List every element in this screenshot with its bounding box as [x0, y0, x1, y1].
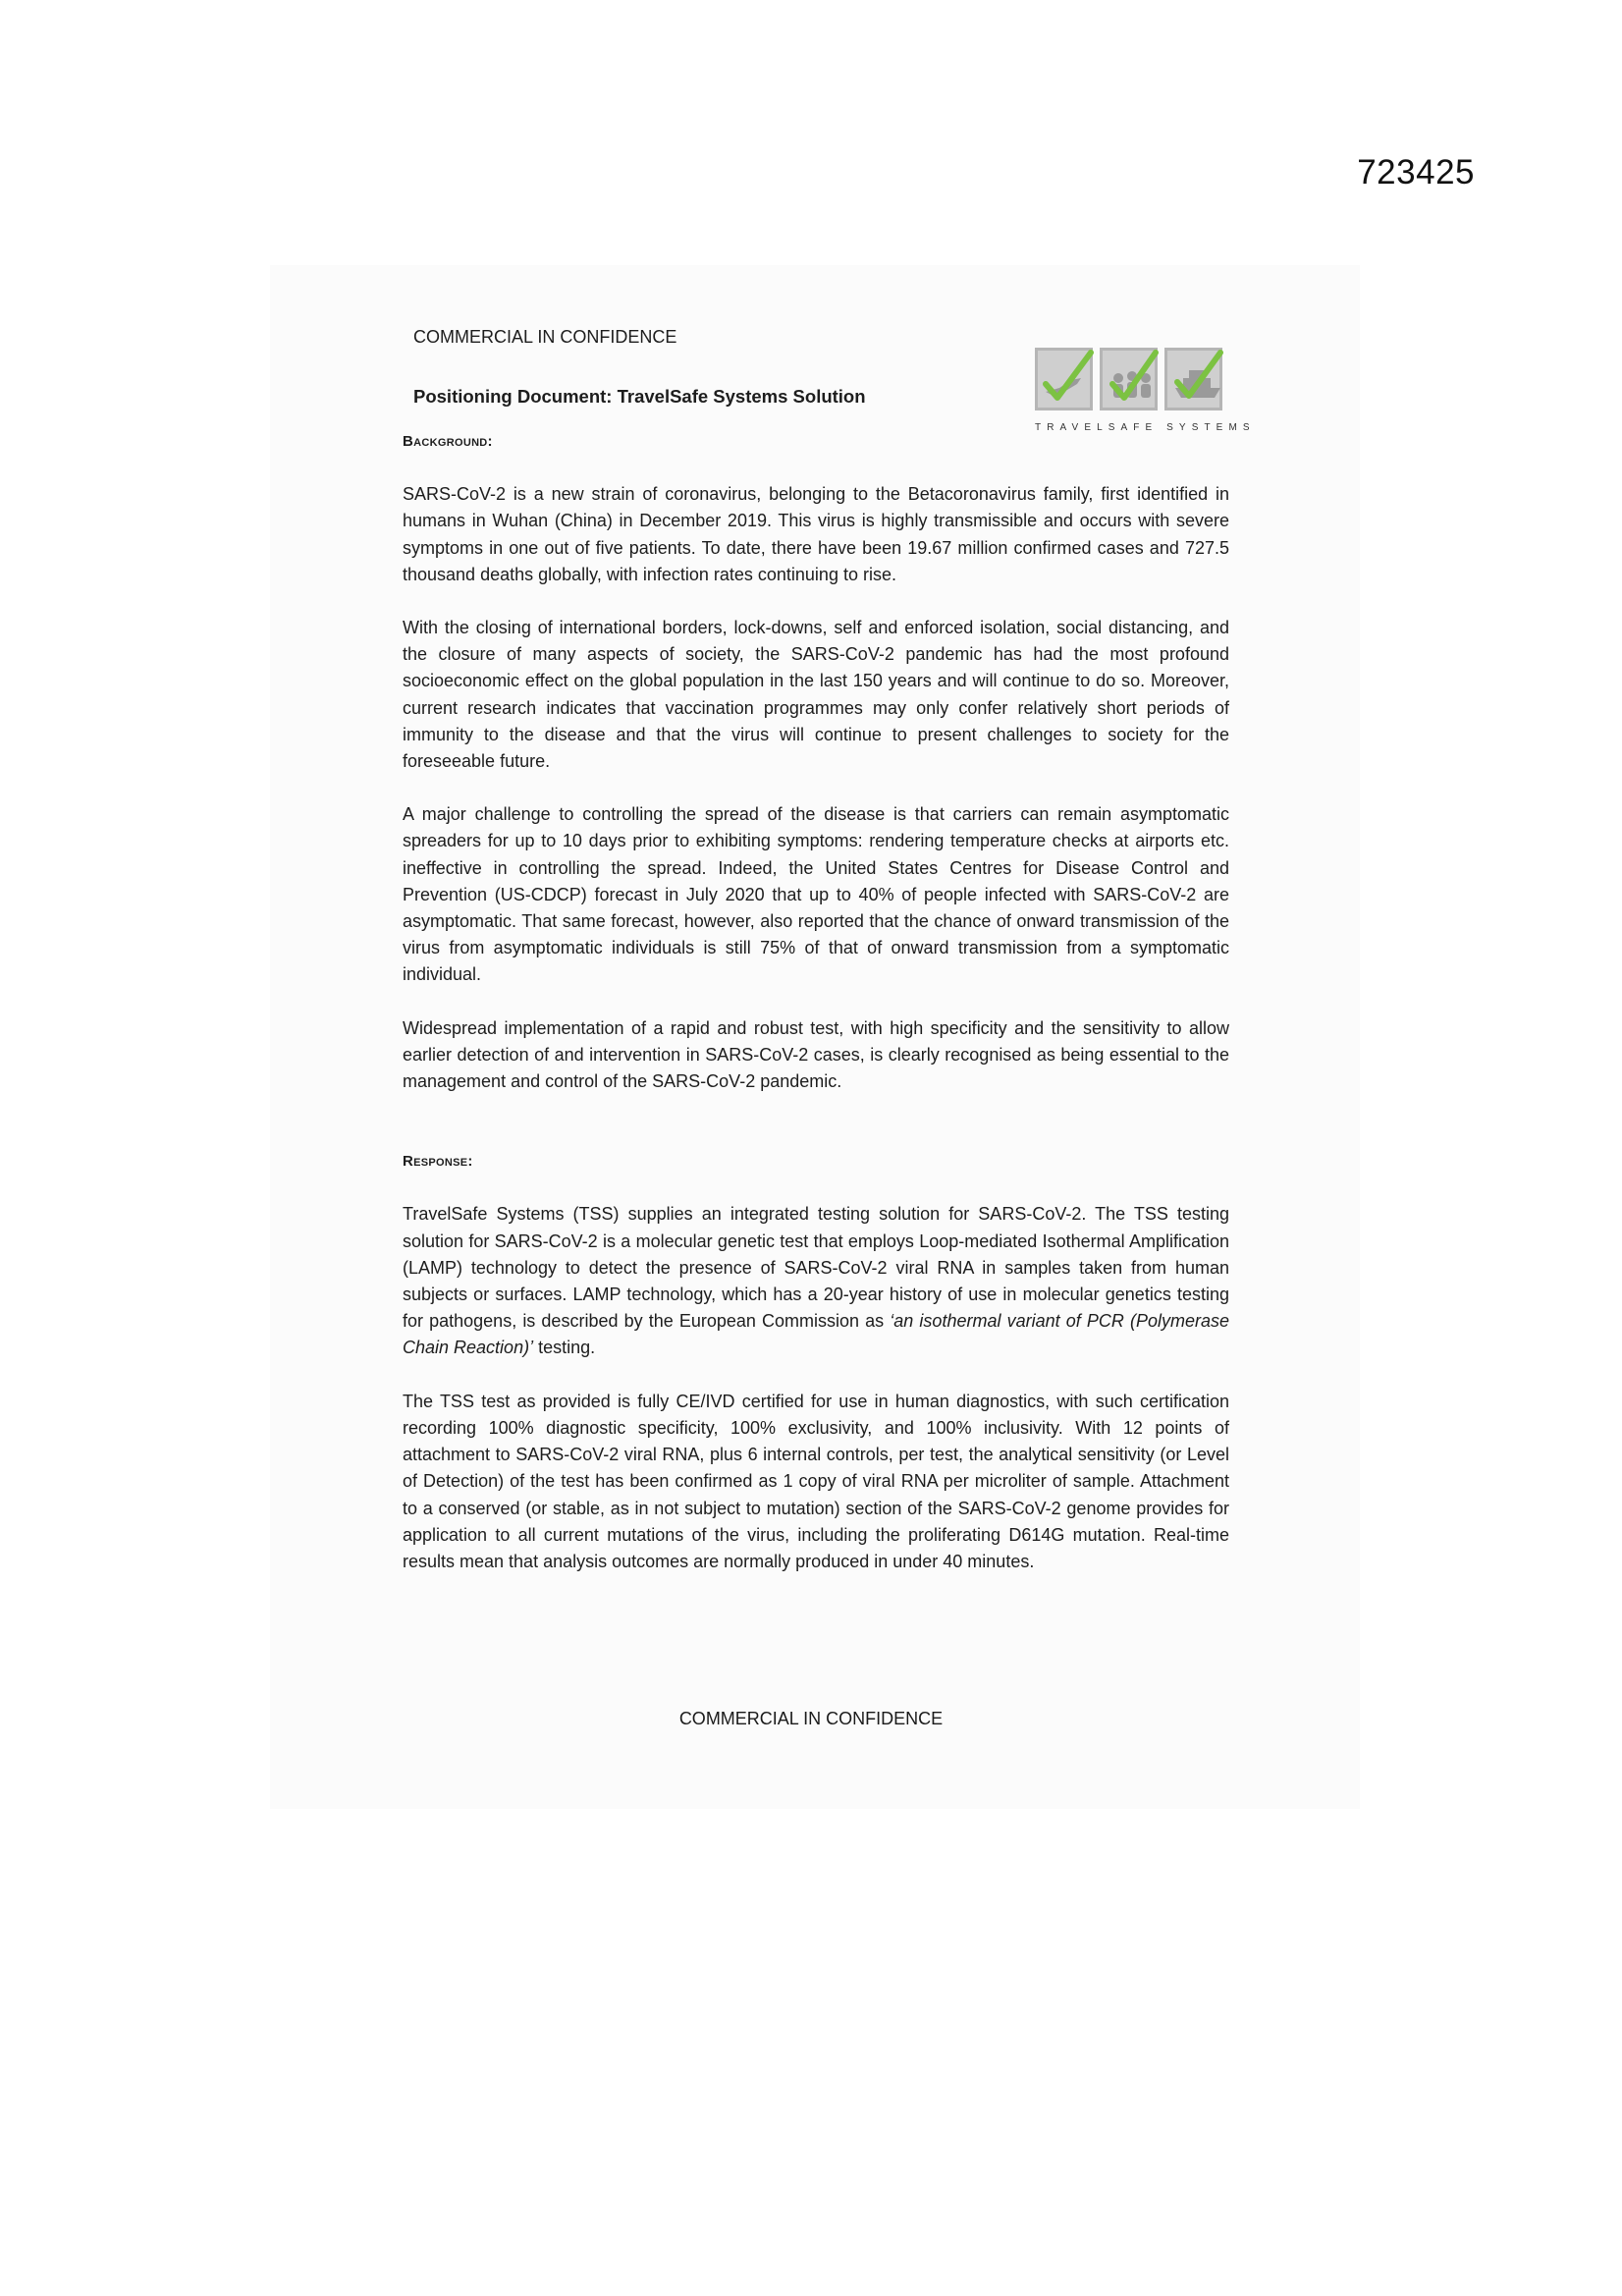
- background-paragraph-4: Widespread implementation of a rapid and robust test, with high specificity and the sensitivity to allow earlier detection of and intervention in SARS-CoV-2 cases, is clearly recognised as being essential to the management and control of the SARS-CoV-2 pandemic.: [403, 1017, 1229, 1092]
- background-paragraph-1: SARS-CoV-2 is a new strain of coronavirus, belonging to the Betacoronavirus family, first identified in humans in Wuhan (China) in December 2019. This virus is highly transmissible and occurs with severe symptoms in one out of five patients. To date, there have been 19.67 million confirmed cases and 727.5 thousand deaths globally, with infection rates continuing to rise.: [403, 484, 1229, 584]
- document-body: [403, 324, 1229, 1575]
- background-heading-text: Background:: [403, 433, 493, 450]
- background-paragraph-2: With the closing of international borders, lock-downs, self and enforced isolation, social distancing, and the closure of many aspects of society, the SARS-CoV-2 pandemic has had the most profound socioeconomic effect on the global population in the last 150 years and will continue to do so. Moreover, current research indicates that vaccination programmes may only confer relatively short periods of immunity to the disease and that the virus will continue to present challenges to society for the foreseeable future.: [403, 618, 1229, 772]
- logo-wordmark: TRAVELSAFE SYSTEMS: [1035, 422, 1256, 433]
- response-paragraph-2: The TSS test as provided is fully CE/IVD certified for use in human diagnostics, with such certification recording 100% diagnostic specificity, 100% exclusivity, and 100% inclusivity. With 12 points of attachment to SARS-CoV-2 viral RNA, plus 6 internal controls, per test, the analytical sensitivity (or Level of Detection) of the test has been confirmed as 1 copy of viral RNA per microliter of sample. Attachment to a conserved (or stable, as in not subject to mutation) section of the SARS-CoV-2 genome provides for application to all current mutations of the virus, including the proliferating D614G mutation. Real-time results mean that analysis outcomes are normally produced in under 40 minutes.: [403, 1391, 1229, 1571]
- background-heading: [403, 428, 1229, 455]
- response-heading-text: Response:: [403, 1153, 473, 1171]
- document-number: 723425: [1357, 153, 1475, 191]
- response-heading: [403, 1148, 1229, 1175]
- pcr-quote: ‘an isothermal variant of PCR (Polymerase Chain Reaction)’: [403, 1311, 1229, 1358]
- confidential-header: COMMERCIAL IN CONFIDENCE: [413, 327, 677, 347]
- response-paragraph-1-start: TravelSafe Systems (TSS) supplies an integrated testing solution for SARS-CoV-2. The TSS testing solution for SARS-CoV-2 is a molecular genetic test that employs Loop-mediated Isothermal Amplification (LAMP) technology to detect the presence of SARS-CoV-2 viral RNA in samples taken from human subjects or surfaces. LAMP technology, which has a 20-year history of use in molecular genetics testing for pathogens, is described by the European Commission as: [403, 1204, 1229, 1332]
- confidential-footer: COMMERCIAL IN CONFIDENCE: [678, 1709, 944, 1728]
- response-paragraph-1-end: testing.: [533, 1338, 596, 1358]
- response-paragraph-1: [403, 1201, 1229, 1361]
- document-title: Positioning Document: TravelSafe Systems Solution: [413, 386, 866, 407]
- background-paragraph-3: A major challenge to controlling the spread of the disease is that carriers can remain asymptomatic spreaders for up to 10 days prior to exhibiting symptoms: rendering temperature checks at airports etc. ineffective in controlling the spread. Indeed, the United States Centres for Disease Control and Prevention (US-CDCP) forecast in July 2020 that up to 40% of people infected with SARS-CoV-2 are asymptomatic. That same forecast, however, also reported that the chance of onward transmission of the virus from asymptomatic individuals is still 75% of that of onward transmission from a symptomatic individual.: [403, 804, 1229, 985]
